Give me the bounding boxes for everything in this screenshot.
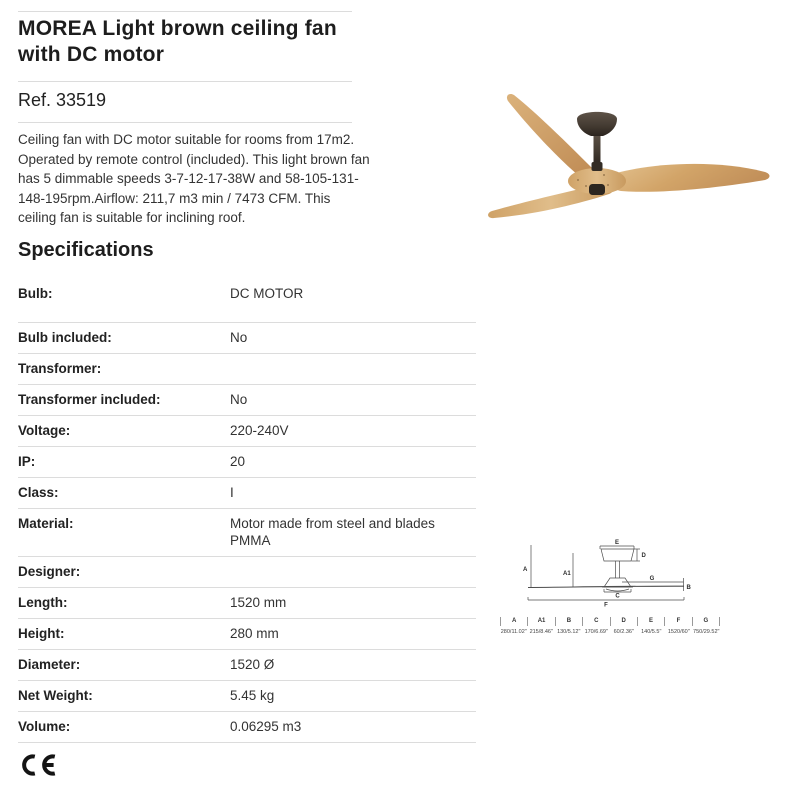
spec-row-bulb-included: [18, 323, 476, 354]
spec-value: 220-240V: [230, 423, 289, 438]
spec-label: Diameter:: [18, 657, 81, 672]
dim-label-a1: A1: [563, 571, 571, 577]
spec-row-voltage: [18, 416, 476, 447]
dim-value-g: 750/29.52": [693, 629, 720, 635]
dim-header-d: D: [610, 617, 637, 626]
dim-header-e: E: [637, 617, 664, 626]
spec-row-transformer-included: [18, 385, 476, 416]
spec-label: Transformer included:: [18, 392, 161, 407]
dim-header-a1: A1: [527, 617, 554, 626]
fan-downrod: [594, 132, 601, 166]
spec-value: 1520 Ø: [230, 657, 275, 672]
spec-label: Class:: [18, 485, 59, 500]
spec-label: Designer:: [18, 564, 81, 579]
product-reference: Ref. 33519: [18, 90, 107, 110]
spec-label: Voltage:: [18, 423, 71, 438]
dimension-table-header: [500, 617, 720, 626]
dim-header-f: F: [664, 617, 691, 626]
dimension-table: [500, 617, 720, 636]
dim-label-a: A: [523, 567, 528, 573]
spec-row-length: [18, 588, 476, 619]
spec-row-bulb: [18, 279, 476, 323]
spec-value: DC MOTOR: [230, 286, 304, 301]
spec-label: Volume:: [18, 719, 71, 734]
dim-label-e: E: [614, 540, 620, 546]
dim-label-d: D: [641, 553, 646, 559]
dim-value-e: 140/5.5": [641, 629, 662, 635]
dim-value-f: 1520/60": [667, 629, 690, 635]
spec-label: Height:: [18, 626, 65, 641]
dim-header-c: C: [582, 617, 609, 626]
specifications-table: [18, 279, 476, 743]
spec-value: 5.45 kg: [230, 688, 275, 703]
dim-header-a: A: [500, 617, 527, 626]
fan-hub-knob: [589, 184, 605, 195]
spec-label: Net Weight:: [18, 688, 93, 703]
dimension-table-values: [500, 629, 720, 636]
spec-row-ip: [18, 447, 476, 478]
dim-header-g: G: [692, 617, 719, 626]
spec-value: 20: [230, 454, 246, 469]
product-photo-ceiling-fan: [478, 88, 778, 228]
spec-label: Bulb included:: [18, 330, 112, 345]
spec-row-volume: [18, 712, 476, 743]
dim-value-d: 60/2.36": [613, 629, 634, 635]
spec-row-diameter: [18, 650, 476, 681]
dim-label-b: B: [686, 585, 691, 591]
specifications-heading: Specifications: [18, 239, 154, 261]
spec-value: No: [230, 330, 248, 345]
spec-row-net-weight: [18, 681, 476, 712]
spec-label: Bulb:: [18, 286, 53, 301]
fan-rod-joint: [592, 162, 603, 171]
dim-value-b: 130/5.12": [557, 629, 581, 635]
product-description: Ceiling fan with DC motor suitable for rooms from 17m2. Operated by remote control (included). This light brown fan has 5 dimmable speeds 3-7-12-17-38W and 58-105-131-148-195rpm.Airflow: 211,7 m3 min / 7473 CFM. This ceiling fan is suitable for inclining roof.: [18, 132, 370, 225]
spec-row-transformer: [18, 354, 476, 385]
spec-value: 280 mm: [230, 626, 279, 641]
title-divider: [18, 81, 352, 82]
ce-mark-icon: [18, 753, 58, 777]
dim-label-f: F: [604, 602, 608, 607]
dim-header-b: B: [555, 617, 582, 626]
dim-label-c: C: [615, 593, 620, 600]
top-divider: [18, 11, 352, 12]
dimension-diagram: [520, 537, 700, 607]
dim-value-a1: 215/8.46": [529, 629, 553, 635]
spec-row-height: [18, 619, 476, 650]
spec-row-class: [18, 478, 476, 509]
page-title: MOREA Light brown ceiling fan with DC motor: [18, 17, 337, 66]
spec-label: IP:: [18, 454, 36, 469]
spec-label: Length:: [18, 595, 68, 610]
ce-mark: [18, 753, 58, 779]
ceiling-fan-illustration: [478, 88, 778, 228]
spec-row-material: [18, 509, 476, 557]
dim-value-a: 280/11.02": [500, 629, 527, 635]
fan-motor-bell: [577, 112, 617, 136]
dim-label-g: G: [649, 576, 655, 582]
spec-label: Material:: [18, 516, 74, 531]
spec-value: No: [230, 392, 248, 407]
ref-divider: [18, 122, 352, 123]
fan-dimension-drawing: [520, 537, 700, 607]
dim-value-c: 170/6.69": [584, 629, 608, 635]
spec-value: 0.06295 m3: [230, 719, 302, 734]
spec-label: Transformer:: [18, 361, 102, 376]
fan-blade-right: [612, 164, 769, 192]
spec-row-designer: [18, 557, 476, 588]
spec-value: I: [230, 485, 234, 500]
spec-value: Motor made from steel and blades PMMA: [230, 516, 435, 548]
spec-value: 1520 mm: [230, 595, 287, 610]
